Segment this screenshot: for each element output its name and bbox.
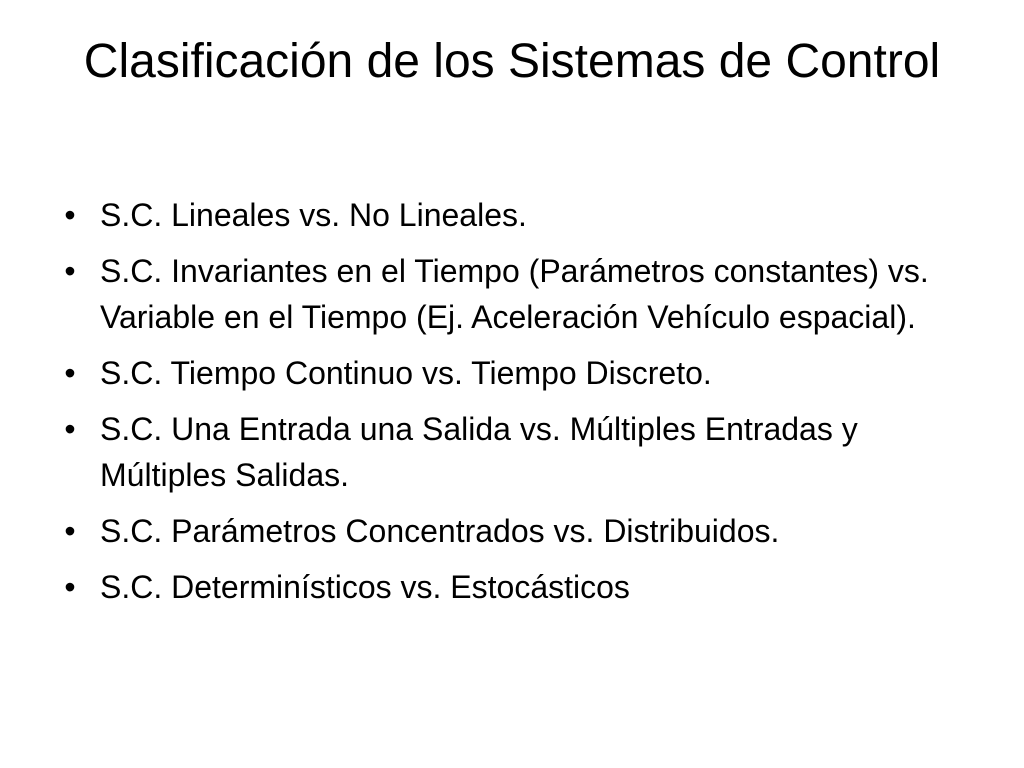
bullet-icon: • [64, 197, 76, 233]
bullet-item [58, 192, 988, 238]
bullet-text: S.C. Determinísticos vs. Estocásticos [100, 569, 630, 605]
bullet-icon: • [64, 355, 76, 391]
bullet-item [58, 564, 988, 610]
bullet-text: S.C. Parámetros Concentrados vs. Distribuidos. [100, 513, 780, 549]
bullet-icon: • [64, 253, 76, 289]
bullet-item [58, 248, 988, 340]
bullet-icon: • [64, 411, 76, 447]
bullet-text: S.C. Invariantes en el Tiempo (Parámetros constantes) vs. Variable en el Tiempo (Ej. Aceleración Vehículo espacial). [100, 253, 929, 335]
bullet-text: S.C. Lineales vs. No Lineales. [100, 197, 527, 233]
bullet-icon: • [64, 569, 76, 605]
slide-title: Clasificación de los Sistemas de Control [83, 35, 941, 88]
bullet-text: S.C. Una Entrada una Salida vs. Múltiples Entradas y Múltiples Salidas. [100, 411, 858, 493]
bullet-list [58, 192, 988, 620]
bullet-text: S.C. Tiempo Continuo vs. Tiempo Discreto. [100, 355, 712, 391]
bullet-item [58, 406, 988, 498]
bullet-item [58, 350, 988, 396]
bullet-icon: • [64, 513, 76, 549]
bullet-item [58, 508, 988, 554]
